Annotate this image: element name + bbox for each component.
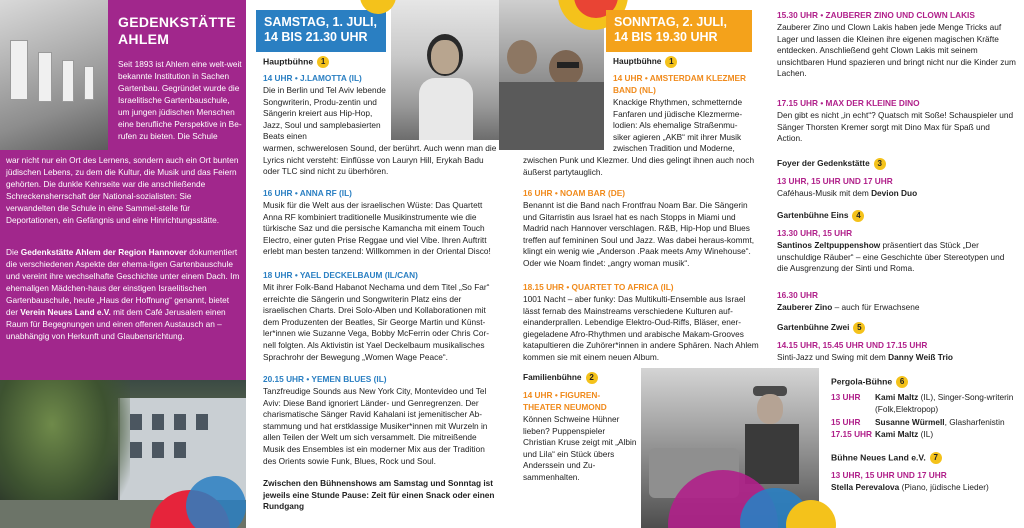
saturday-header (256, 10, 386, 52)
stage-hauptbuehne (263, 56, 499, 68)
text: (Piano, jüdische Lieder) (899, 482, 989, 492)
stage-label: Gartenbühne Zwei (777, 322, 850, 333)
event-text: Können Schweine Hühner lieben? Puppenspieler Christian Kruse zeigt mit „Albin und Lila“ ein Stück übers Anderssein und Zu-sammenhalten. (523, 414, 637, 482)
event-text: Die in Berlin und Tel Aviv lebende Songwriterin, Produ-zentin und Sängerin kreiert aus Hip-Hop, Jazz, Soul und samplebasierten Beats einen (263, 85, 386, 142)
text: mit dem Café Jerusalem einen Raum für Begegnungen und einen offenen Austausch an – unabhängig von Herkunft und Glaubensrichtung. (6, 307, 226, 341)
performer: Santinos Zeltpuppenshow (777, 240, 881, 250)
decorative-circle (186, 476, 246, 528)
stage-label: Pergola-Bühne (831, 376, 893, 387)
stage-number: 5 (853, 322, 865, 334)
text: Caféhaus-Musik mit dem (777, 188, 872, 198)
stage-number: 1 (665, 56, 677, 68)
text: , Glasharfenistin (944, 417, 1005, 428)
intro-text-continued: war nicht nur ein Ort des Lernens, sondern auch ein Ort bunten jüdischen Lebens, zu dem die Kultur, die Musik und das Feiern gehörten. Die dunkle Kehrseite war die anschließende Schreckensherrschaft der National-sozialisten: Sie verwandelten die Schule in eine Sammel-stelle für Deportationen, ein Gefängnis und eine Hinrichtungsstätte. (6, 155, 239, 225)
event-text: Zauberer Zino und Clown Lakis haben jede Menge Tricks auf Lager und lassen die Kleinen ihre eigenen magischen Kräfte entdecken. Anschließend geht Clown Lakis mit seinem unsichtbaren Hund spazieren und bringt nicht nur die Kinder zum Lachen. (777, 22, 1016, 79)
event-time: 13 UHR, 15 UHR UND 17 UHR (831, 470, 947, 480)
display-case (10, 40, 28, 100)
event-title: 18.15 UHR • QUARTET TO AFRICA (IL) (523, 282, 674, 292)
stage-foyer (777, 158, 1017, 170)
schedule-row (831, 392, 1017, 415)
pergola-schedule (831, 392, 1017, 440)
performer: Susanne Würmell (875, 417, 945, 428)
stage-gartenbuehne-eins (777, 210, 1017, 222)
event-title: 14 UHR • FIGUREN-THEATER NEUMOND (523, 390, 607, 412)
event-title: 20.15 UHR • YEMEN BLUES (IL) (263, 374, 387, 384)
event-time: 14.15 UHR, 15.45 UHR UND 17.15 UHR (777, 340, 928, 350)
display-case (84, 66, 94, 100)
stage-label: Hauptbühne (613, 56, 662, 67)
text: Sinti-Jazz und Swing mit dem (777, 352, 889, 362)
stage-number: 1 (317, 56, 329, 68)
event-text (777, 240, 1017, 275)
event-title: 14 UHR • AMSTERDAM KLEZMER BAND (NL) (613, 73, 747, 95)
stage-number: 6 (896, 376, 908, 388)
row-text (875, 417, 1017, 429)
stage-hauptbuehne (613, 56, 677, 68)
display-case (38, 52, 52, 102)
intro-text: Seit 1893 ist Ahlem eine welt-weit bekannte Institution in Sachen Gartenbau. Gegründet wurde die Israelitische Gartenbauschule, um jungen jüdischen Menschen eine berufliche Perspektive in Be-rufen zu bieten. Die Schule (118, 59, 242, 141)
bold-text: Gedenkstätte Ahlem der Region Hannover (20, 247, 187, 257)
stage-number: 2 (586, 372, 598, 384)
window (130, 442, 142, 458)
row-text (875, 429, 1017, 441)
event-text (831, 482, 1017, 494)
text: präsentiert das Stück „Der unschuldige Räuber“ – eine Geschichte über Stereotypen und die Ausgrenzung der Sinti und Roma. (777, 240, 1005, 274)
event-text (777, 302, 1017, 314)
row-text (875, 392, 1017, 415)
jacket (745, 424, 799, 484)
stage-familienbuehne (523, 372, 598, 384)
face (757, 394, 783, 424)
event-title: 14 UHR • J.LAMOTTA (IL) (263, 73, 362, 83)
event-title: 15.30 UHR • ZAUBERER ZINO UND CLOWN LAKIS (777, 10, 975, 20)
shirt (419, 78, 473, 140)
text: – auch für Erwachsene (832, 302, 920, 312)
performer: Devion Duo (871, 188, 918, 198)
performer: Danny Weiß Trio (888, 352, 953, 362)
stage-label: Familienbühne (523, 372, 582, 383)
row-time: 17.15 UHR (831, 428, 873, 439)
event-text (777, 352, 1017, 364)
stage-gartenbuehne-zwei (777, 322, 1017, 334)
text: (IL) (918, 428, 934, 439)
performer: Kami Maltz (875, 392, 919, 402)
event-title: 18 UHR • YAEL DECKELBAUM (IL/CAN) (263, 270, 418, 280)
row-time: 13 UHR (831, 392, 861, 402)
exhibition-photo (0, 0, 108, 150)
ahlem-panel (0, 0, 246, 528)
event-text: Knackige Rhythmen, schmetternde Fanfaren und jüdische Klezmerme-lodien: Als ehemalige Straßenmu-siker agieren „AKB“ mit ihrer Musik zwischen Tradition und Moderne, (613, 97, 743, 154)
event-text: Musik für die Welt aus der israelischen Wüste: Das Quartett Anna RF kombiniert traditionelle Musikinstrumente wie die türkische Saz und die persische Kamancha mit einem Touch Electro, einer guten Prise Reggae und viel Vibe. Ihren Auftritt erlebt man besten tanzend: Willkommen in der Oriental Disco! (263, 200, 491, 257)
event-text-continued: zwischen Punk und Klezmer. Und dies gelingt ihnen auch noch äußerst partytauglich. (523, 155, 755, 177)
event-text (777, 188, 1017, 200)
event-text: Tanzfreudige Sounds aus New York City, Montevideo und Tel Aviv: Diese Band ignoriert Länder- und Genregrenzen. Der charismatische Sänger Ravid Kahalani ist jemenitischer Ab-stammung und hat erstklassige Musiker*innen mit Wurzeln in allen Teilen der Welt um sich versammelt. Die mitreißende Musik des Ensembles ist ein moderner Mix aus der Tradition des Orients sowie Funk, Blues, Rock und Soul. (263, 386, 488, 466)
text: Die (6, 247, 21, 257)
performer: Stella Perevalova (831, 482, 900, 492)
sunglasses (557, 62, 579, 68)
jlamotta-photo (391, 0, 499, 140)
performer: Zauberer Zino (777, 302, 833, 312)
clothes (499, 82, 604, 150)
event-time: 16.30 UHR (777, 290, 819, 300)
event-title: 16 UHR • NOAM BAR (DE) (523, 188, 626, 198)
event-text: Den gibt es nicht „in echt“? Quatsch mit Soße! Schauspieler und Sänger Thorsten Kremer sorgt mit Dino Max für Spaß und Action. (777, 110, 1014, 144)
schedule-row (831, 429, 1017, 441)
stage-label: Hauptbühne (263, 56, 314, 67)
event-text: Benannt ist die Band nach Frontfrau Noam Bar. Die Sängerin und Gitarristin aus Israel hat es nach Stopps in Miami und Madrid nach Hannover verschlagen. R&B, Hip-Hop und Blues treffen auf femininen Soul und Jazz. Was dabei heraus-kommt, klingt ein wenig wie „Anderson .Paak meets Amy Winehouse“. Oder wie Noam findet: „angry woman musik“. (523, 200, 755, 268)
event-title: 16 UHR • ANNA RF (IL) (263, 188, 352, 198)
window (152, 414, 164, 430)
row-time: 15 UHR (831, 417, 861, 428)
schedule-row (831, 417, 1017, 429)
stage-number: 4 (852, 210, 864, 222)
stage-number: 7 (930, 452, 942, 464)
text: (IL), Singer-Song-writerin (Folk,Elektropop) (875, 392, 1014, 414)
sunday-header (606, 10, 752, 52)
stage-label: Bühne Neues Land e.V. (831, 452, 926, 463)
header-line: SAMSTAG, 1. JULI, (264, 15, 377, 29)
text: dokumentiert die verschiedenen Aspekte der ehema-ligen Gartenbauschule und vereint ihre wechselhafte Geschichte unter einem Dach. Im ehemaligen Mädchen-haus der einstigen Israelitischen Gartenbauschule, heute „Haus der Hoffnung“ genannt, bietet der (6, 247, 240, 317)
event-text: 1001 Nacht – aber funky: Das Multikulti-Ensemble aus Israel lässt fernab des Mainstreams verschiedene Kulturen auf-einanderprallen. Lebendige Elektro-Oud-Riffs, Bläser, ener-giegeladene Afro-Rhythmen und arabische Makam-Grooves katapultieren die Zuhörer*innen in andere Sphären. Nach Ahlem kommen sie mit einem neuen Album. (523, 294, 759, 362)
header-line: SONNTAG, 2. JULI, (614, 15, 727, 29)
event-time: 13.30 UHR, 15 UHR (777, 228, 853, 238)
window (196, 414, 208, 430)
event-title: 17.15 UHR • MAX DER KLEINE DINO (777, 98, 920, 108)
header-line: 14 BIS 21.30 UHR (264, 30, 368, 44)
stage-number: 3 (874, 158, 886, 170)
window (174, 442, 186, 458)
event-text-continued: warmen, schwerelosen Sound, der berührt. Auch wenn man die Lyrics nicht versteht: Einflüsse von Lauryn Hill, Erykah Badu oder TLC sind nicht zu überhören. (263, 143, 497, 177)
face (507, 40, 537, 74)
page-title: GEDENKSTÄTTE AHLEM (118, 14, 236, 47)
performer: Kami Maltz (875, 428, 919, 439)
stage-label: Gartenbühne Eins (777, 210, 849, 221)
stage-pergola (831, 376, 908, 388)
display-case (62, 60, 74, 102)
window (174, 414, 186, 430)
event-time: 13 UHR, 15 UHR UND 17 UHR (777, 176, 893, 186)
bold-text: Verein Neues Land e.V. (20, 307, 111, 317)
gedenkstaette-paragraph (6, 246, 242, 342)
event-text: Mit ihrer Folk-Band Habanot Nechama und dem Titel „So Far“ erreichte die Sängerin und Songwriterin Platz eins der israelischen Charts. Drei Solo-Alben und Kollaborationen mit dem Produzenten der Beatles, Sir George Martin und Künst-ler*innen wie Suzanne Vega, Bobby McFerrin oder Chris Cor-nell folgten. Als Aktivistin ist Yael Deckelbaum musikalisches Sprachrohr der Bewegung „Women Wage Peace“. (263, 282, 490, 362)
face (549, 50, 583, 86)
window (130, 414, 142, 430)
break-note: Zwischen den Bühnenshows am Samstag und Sonntag ist jeweils eine Stunde Pause: Zeit für einen Snack oder einen Rundgang (263, 478, 495, 512)
stage-label: Foyer der Gedenkstätte (777, 158, 870, 169)
header-line: 14 BIS 19.30 UHR (614, 30, 718, 44)
window (152, 442, 164, 458)
stage-neues-land (831, 452, 942, 464)
